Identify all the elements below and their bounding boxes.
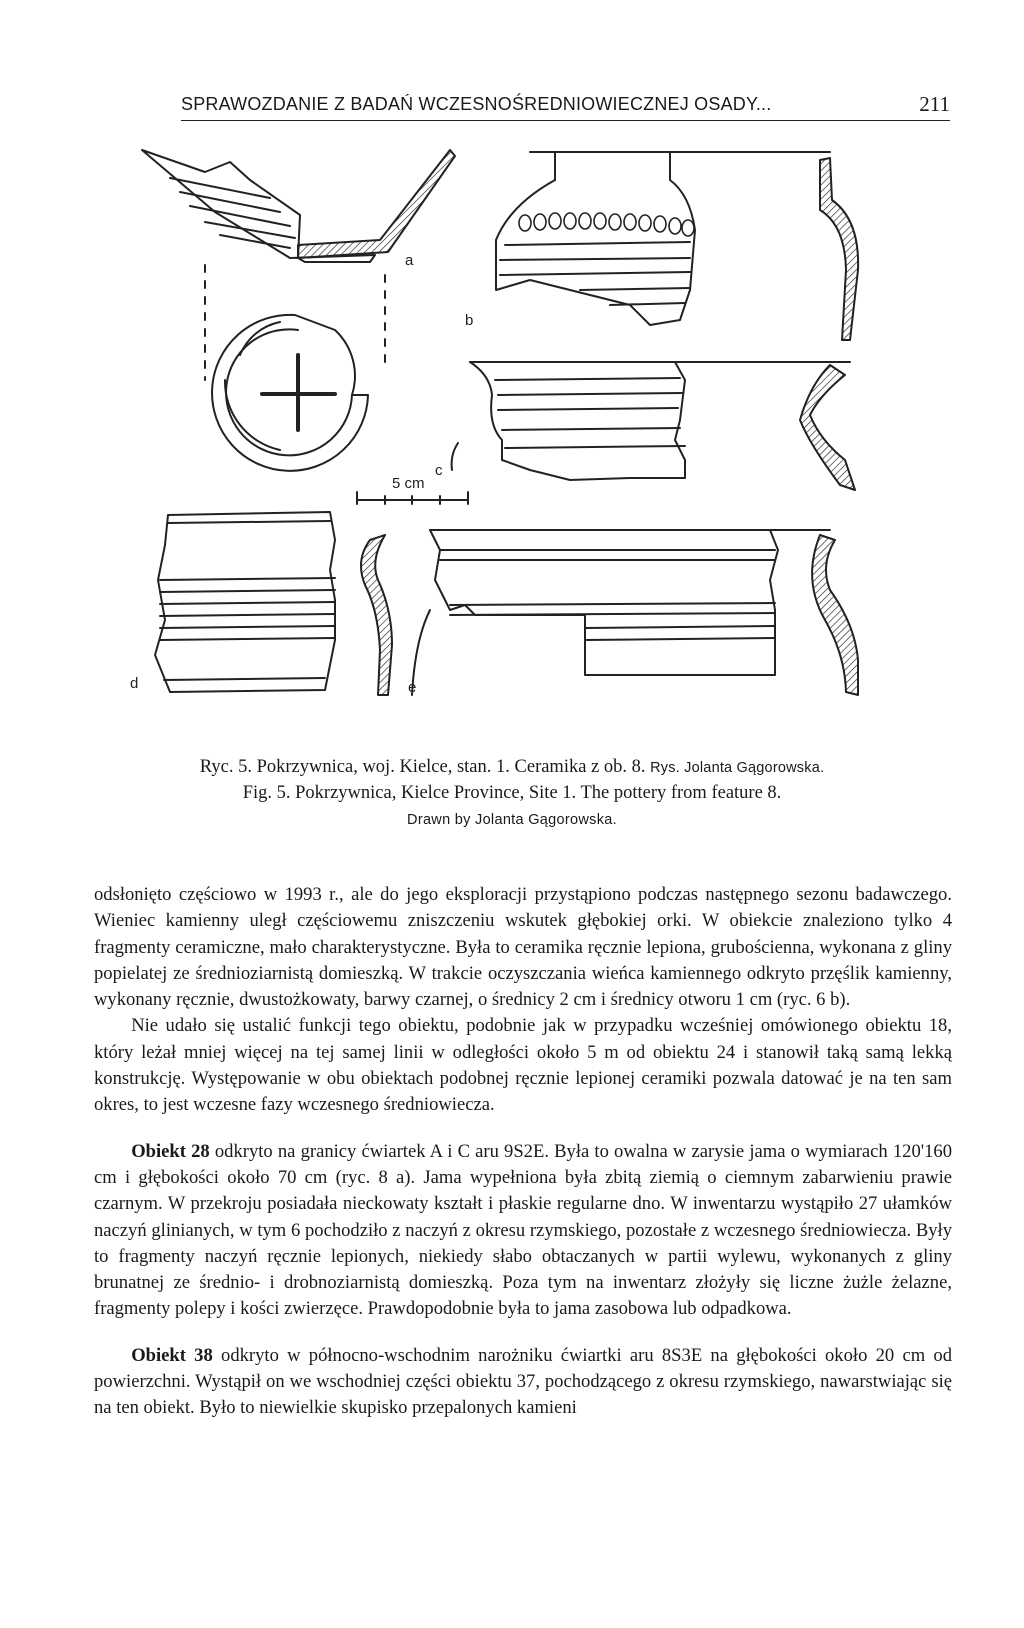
paragraph-2: Nie udało się ustalić funkcji tego obiektu, podobnie jak w przypadku wcześniej omówionego obiektu 18, który leżał mniej więcej na tej samej linii w odległości około 5 m od obiektu 24 i stanowił taką samą lekką konstrukcję. Występowanie w obu obiektach podobnej ręcznie lepionej ceramiki pozwala datować je na ten sam okres, to jest wczesne fazy wczesnego średniowiecza. — [94, 1015, 952, 1116]
paragraph-4-heading: Obiekt 38 — [131, 1344, 213, 1366]
paragraph-3-text: odkryto na granicy ćwiartek A i C aru 9S2E. Była to owalna w zarysie jama o wymiarach 120'160 cm i głębokości około 70 cm (ryc. 8 a). Jama wypełniona była zbitą ziemią o ciemnym zabarwieniu prawie czarnym. W przekroju posiadała nieckowaty kształt i płaskie regularne dno. W inwentarzu wystąpiło 27 ułamków naczyń glinianych, w tym 6 pochodziło z naczyń z okresu rzymskiego, pozostałe z wczesnego średniowiecza. Były to fragmenty naczyń ręcznie lepionych, niekiedy słabo obtaczanych w partii wylewu, wykonanych z gliny brunatnej ze średnio- i drobnoziarnistą domieszką. Poza tym na inwentarz złożyły się liczne żużle żelazne, fragmenty polepy i kości zwierzęce. Prawdopodobnie była to jama zasobowa lub odpadkowa. — [94, 1140, 952, 1320]
paragraph-4-text: odkryto w północno-wschodnim narożniku ćwiartki aru 8S3E na głębokości około 20 cm od powierzchni. Wystąpił on we wschodniej części obiektu 37, pochodzącego z okresu rzymskiego, nawarstwiając się na ten obiekt. Było to niewielkie skupisko przepalonych kamieni — [94, 1344, 952, 1419]
body-text — [94, 882, 952, 1422]
fragment-e — [412, 530, 858, 695]
caption-english: Fig. 5. Pokrzywnica, Kielce Province, Site 1. The pottery from feature 8. — [242, 783, 782, 803]
scale-label: 5 cm — [392, 475, 425, 492]
label-a: a — [405, 252, 414, 269]
header-title: SPRAWOZDANIE Z BADAŃ WCZESNOŚREDNIOWIECZNEJ OSADY... — [181, 94, 772, 114]
caption-english-author: Drawn by Jolanta Gągorowska. — [407, 812, 617, 828]
label-e: e — [408, 679, 417, 696]
fragment-d — [155, 512, 392, 695]
label-d: d — [130, 675, 139, 692]
fragment-a-profile — [142, 150, 455, 262]
scale-bar — [357, 492, 468, 504]
label-b: b — [465, 312, 474, 329]
label-c: c — [435, 462, 443, 479]
fragment-b — [496, 152, 858, 340]
paragraph-3-heading: Obiekt 28 — [131, 1140, 210, 1162]
fragment-a-base — [212, 315, 368, 471]
page-number: 211 — [919, 92, 950, 116]
caption-polish-author: Rys. Jolanta Gągorowska. — [650, 760, 825, 776]
caption-polish-main: Ryc. 5. Pokrzywnica, woj. Kielce, stan. 1. Ceramika z ob. 8. — [199, 757, 646, 777]
running-header — [181, 92, 950, 121]
paragraph-3 — [94, 1139, 952, 1323]
paragraph-1: odsłonięto częściowo w 1993 r., ale do jego eksploracji przystąpiono podczas następnego sezonu badawczego. Wieniec kamienny uległ częściowemu zniszczeniu wskutek głębokiej orki. W obiekcie znaleziono tylko 4 fragmenty ceramiczne, mało charakterystyczne. Była to ceramika ręcznie lepiona, grubościenna, wykonana z gliny popielatej ze średnioziarnistą domieszką. W trakcie oczyszczania wieńca kamiennego odkryto przęślik kamienny, wykonany ręcznie, dwustożkowaty, barwy czarnej, o średnicy 2 cm i średnicy otworu 1 cm (ryc. 6 b). — [94, 884, 952, 1011]
pottery-figure — [130, 140, 910, 740]
fragment-c — [452, 362, 855, 490]
paragraph-4 — [94, 1343, 952, 1422]
caption-polish — [0, 757, 1024, 778]
